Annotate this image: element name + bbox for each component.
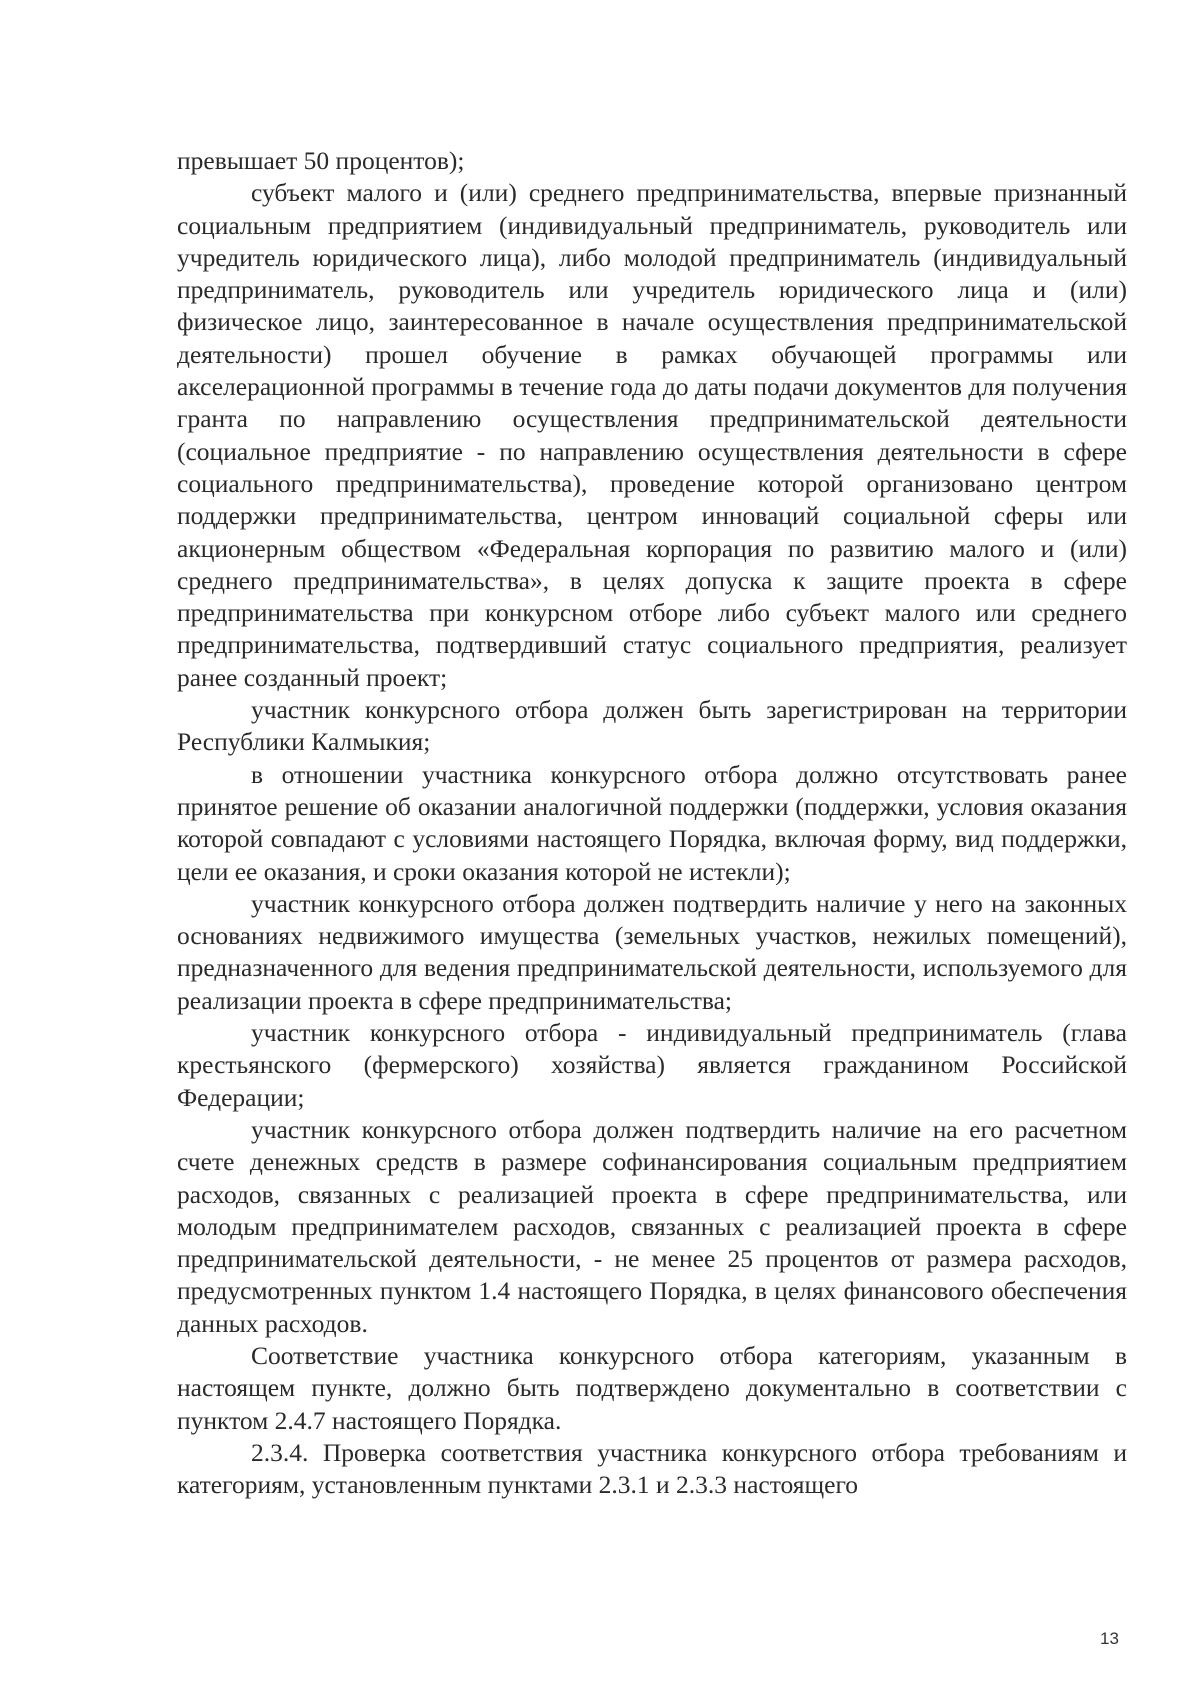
- paragraph-social-enterprise-training: субъект малого и (или) среднего предпринимательства, впервые признанный социальным предприятием (индивидуальный предприниматель, руководитель или учредитель юридического лица), либо молодой предприниматель (индивидуальный предприниматель, руководитель или учредитель юридического лица и (или) физическое лицо, заинтересованное в начале осуществления предпринимательской деятельности) прошел обучение в рамках обучающей программы или акселерационной программы в течение года до даты подачи документов для получения гранта по направлению осуществления предпринимательской деятельности (социальное предприятие - по направлению осуществления деятельности в сфере социального предпринимательства), проведение которой организовано центром поддержки предпринимательства, центром инноваций социальной сферы или акционерным обществом «Федеральная корпорация по развитию малого и (или) среднего предпринимательства», в целях допуска к защите проекта в сфере предпринимательства при конкурсном отборе либо субъект малого или среднего предпринимательства, подтвердивший статус социального предприятия, реализует ранее созданный проект;: [177, 178, 1127, 692]
- paragraph-documentary-confirmation: Соответствие участника конкурсного отбора категориям, указанным в настоящем пункте, должно быть подтверждено документально в соответствии с пунктом 2.4.7 настоящего Порядка.: [177, 1340, 1127, 1435]
- paragraph-continuation: превышает 50 процентов);: [177, 146, 465, 175]
- paragraph-cofinancing: участник конкурсного отбора должен подтвердить наличие на его расчетном счете денежных средств в размере софинансирования социальным предприятием расходов, связанных с реализацией проекта в сфере предпринимательства, или молодым предпринимателем расходов, связанных с реализацией проекта в сфере предпринимательской деятельности, - не менее 25 процентов от размера расходов, предусмотренных пунктом 1.4 настоящего Порядка, в целях финансового обеспечения данных расходов.: [177, 1114, 1127, 1338]
- paragraph-real-estate: участник конкурсного отбора должен подтвердить наличие у него на законных основаниях недвижимого имущества (земельных участков, нежилых помещений), предназначенного для ведения предпринимательской деятельности, используемого для реализации проекта в сфере предпринимательства;: [177, 888, 1127, 1015]
- paragraph-citizenship: участник конкурсного отбора - индивидуальный предприниматель (глава крестьянского (фермерского) хозяйства) является гражданином Российской Федерации;: [177, 1018, 1127, 1112]
- paragraph-2-3-4: 2.3.4. Проверка соответствия участника конкурсного отбора требованиям и категориям, установленным пунктами 2.3.1 и 2.3.3 настоящего: [177, 1437, 1127, 1500]
- page-number: 13: [1100, 1629, 1119, 1648]
- paragraph-registration-kalmykia: участник конкурсного отбора должен быть зарегистрирован на территории Республики Калмыкия;: [177, 695, 1127, 757]
- document-body: [177, 145, 1127, 1501]
- paragraph-no-prior-support: в отношении участника конкурсного отбора должно отсутствовать ранее принятое решение об оказании аналогичной поддержки (поддержки, условия оказания которой совпадают с условиями настоящего Порядка, включая форму, вид поддержки, цели ее оказания, и сроки оказания которой не истекли);: [177, 759, 1127, 886]
